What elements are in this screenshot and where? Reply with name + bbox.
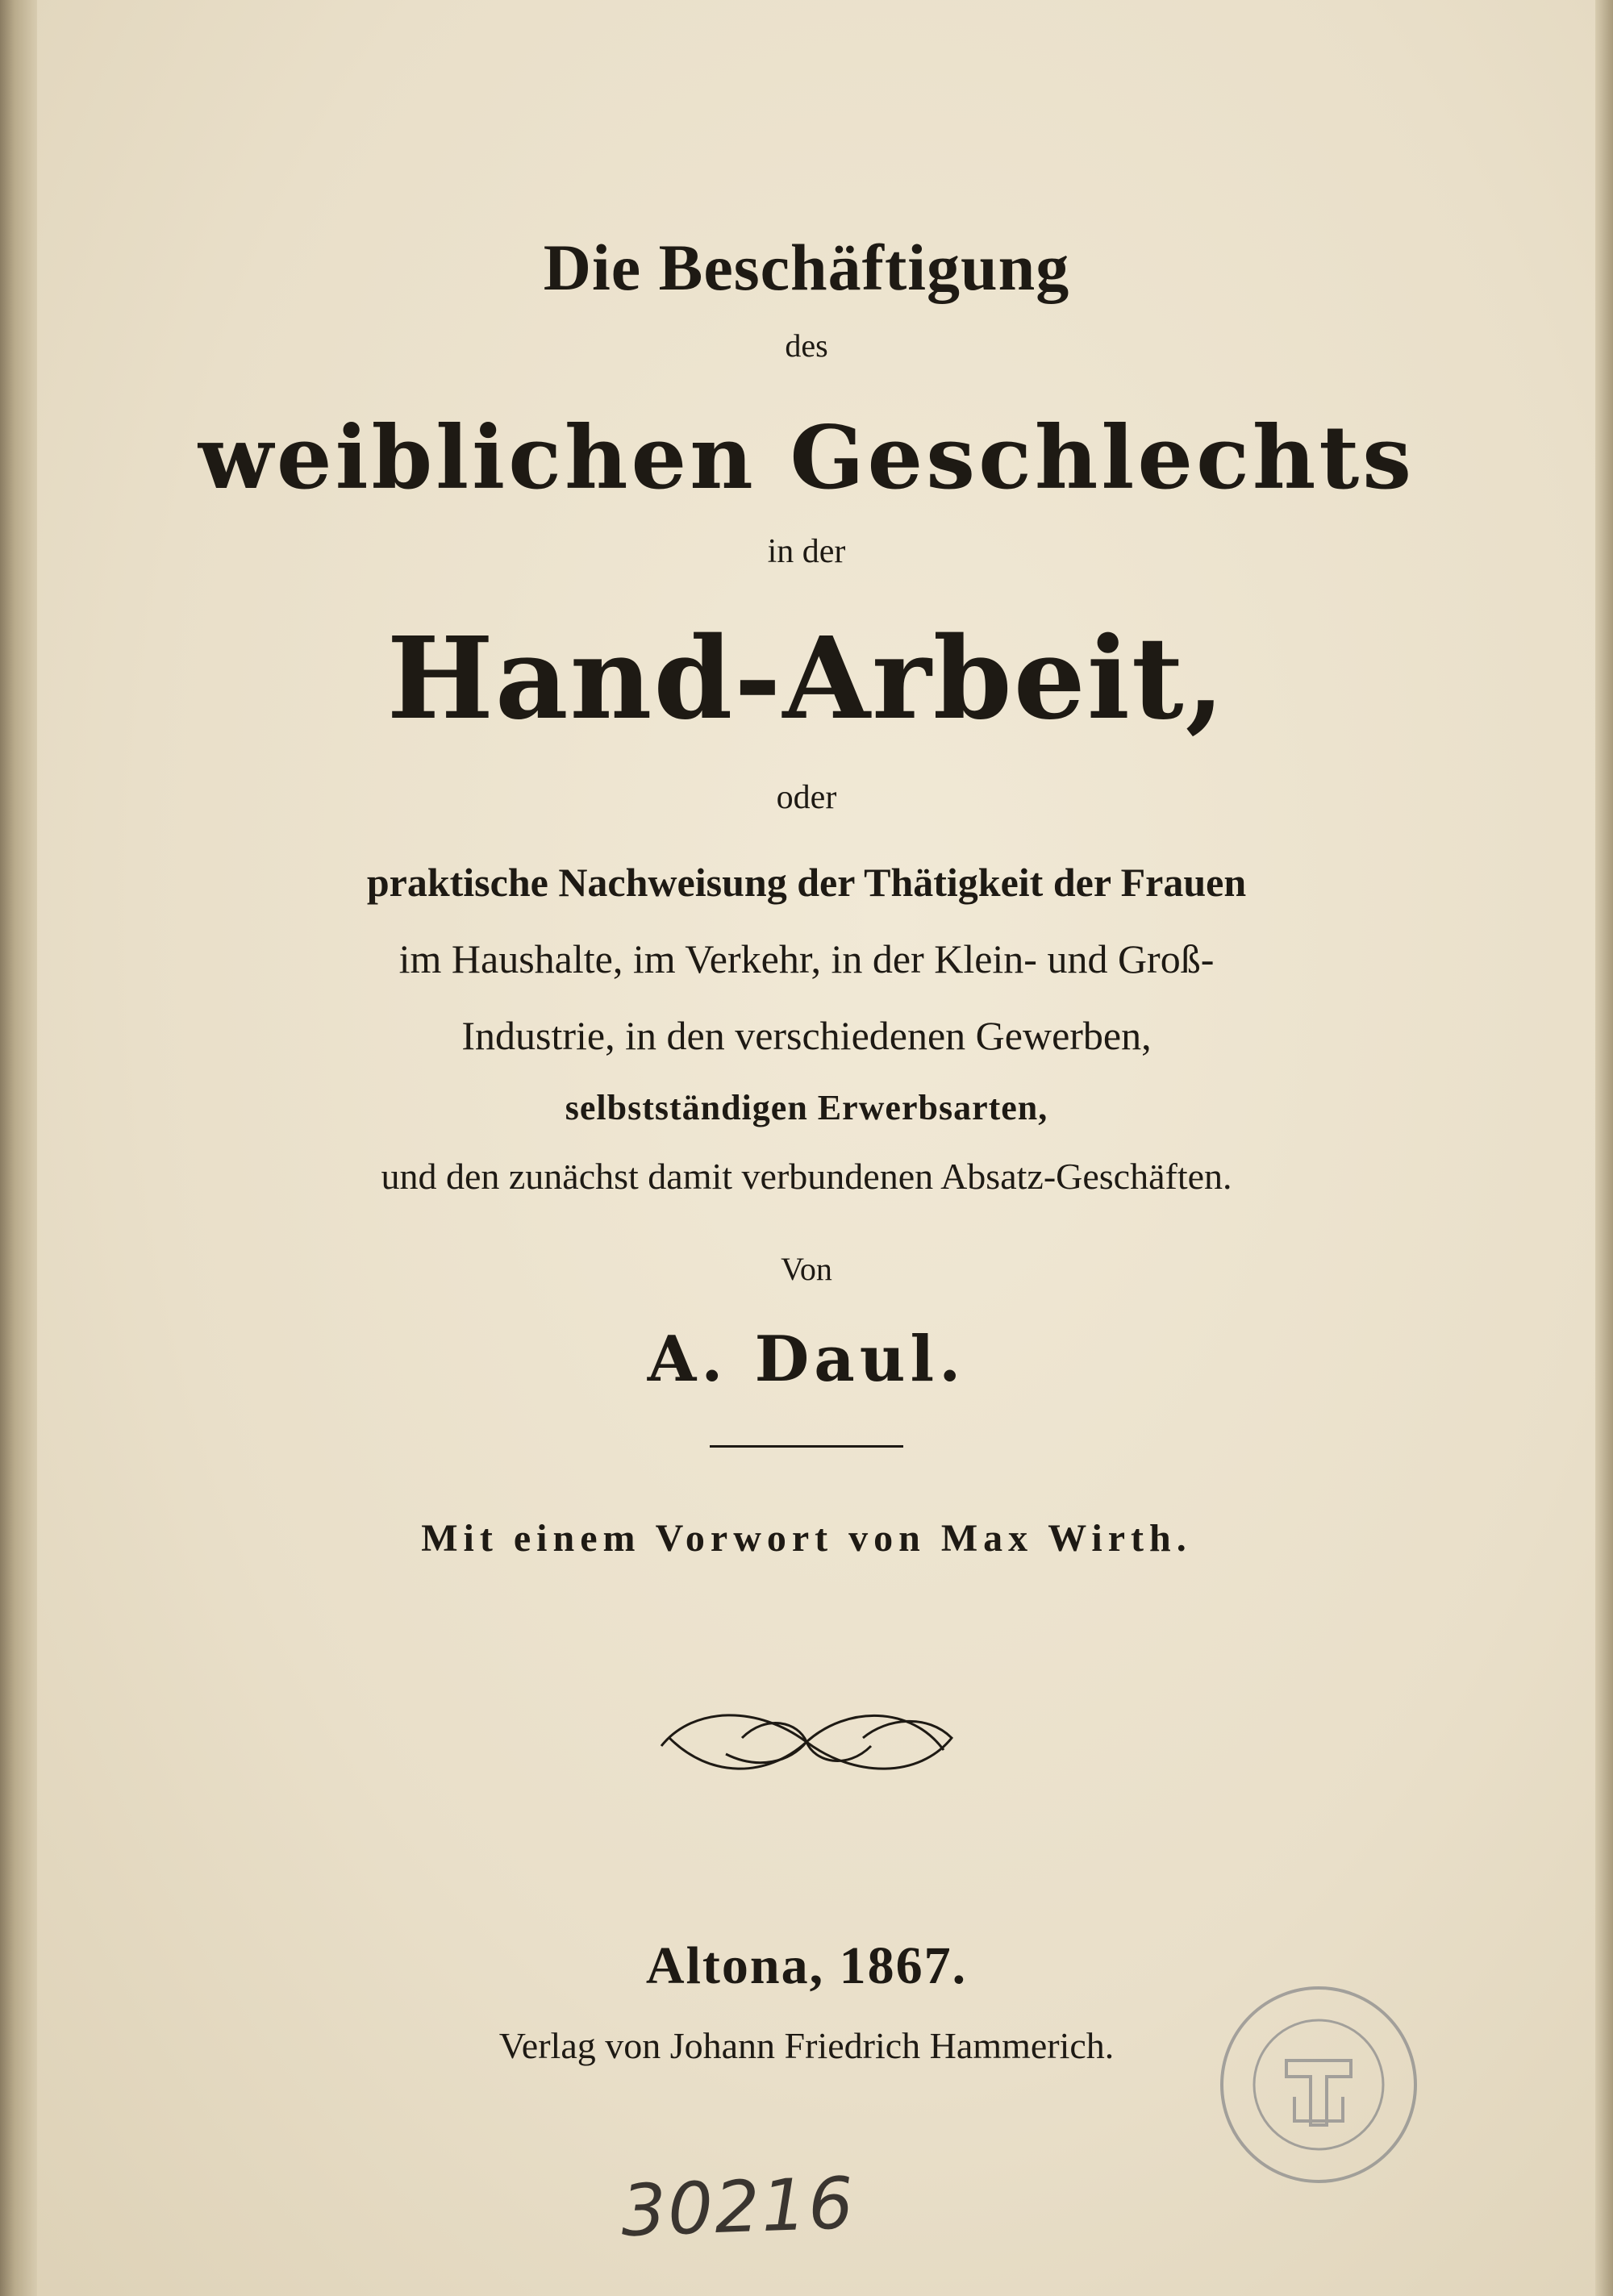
title-line-1: Die Beschäftigung	[543, 231, 1070, 304]
title-connector-in-der: in der	[767, 533, 846, 570]
title-connector-des: des	[785, 327, 828, 364]
subtitle-line-1: praktische Nachweisung der Thätigkeit der Frauen	[366, 860, 1247, 905]
library-stamp	[1210, 1976, 1428, 2194]
subtitle-line-3: Industrie, in den verschiedenen Gewerben,	[461, 1013, 1152, 1058]
title-connector-oder: oder	[776, 779, 837, 816]
subtitle-line-2: im Haushalte, im Verkehr, in der Klein- und Groß-	[398, 936, 1215, 981]
imprint-publisher: Verlag von Johann Friedrich Hammerich.	[498, 2025, 1115, 2066]
author-name: A. Daul.	[647, 1323, 966, 1396]
flourish-stroke-4	[726, 1742, 806, 1763]
subtitle-line-5: und den zunächst damit verbundenen Absatz-Geschäften.	[381, 1156, 1232, 1197]
divider-rule	[710, 1445, 903, 1448]
subtitle-line-4: selbstständigen Erwerbsarten,	[565, 1088, 1048, 1127]
title-line-2: weiblichen Geschlechts	[198, 407, 1415, 509]
flourish-ornament	[645, 1690, 968, 1794]
gear-emblem-icon	[1286, 2061, 1351, 2125]
byline-von: Von	[781, 1251, 832, 1287]
title-line-3: Hand-Arbeit,	[386, 613, 1227, 745]
imprint-place-year: Altona, 1867.	[645, 1936, 968, 1995]
foreword-credit: Mit einem Vorwort von Max Wirth.	[421, 1517, 1192, 1560]
handwritten-shelfmark: 30216	[619, 2161, 857, 2253]
